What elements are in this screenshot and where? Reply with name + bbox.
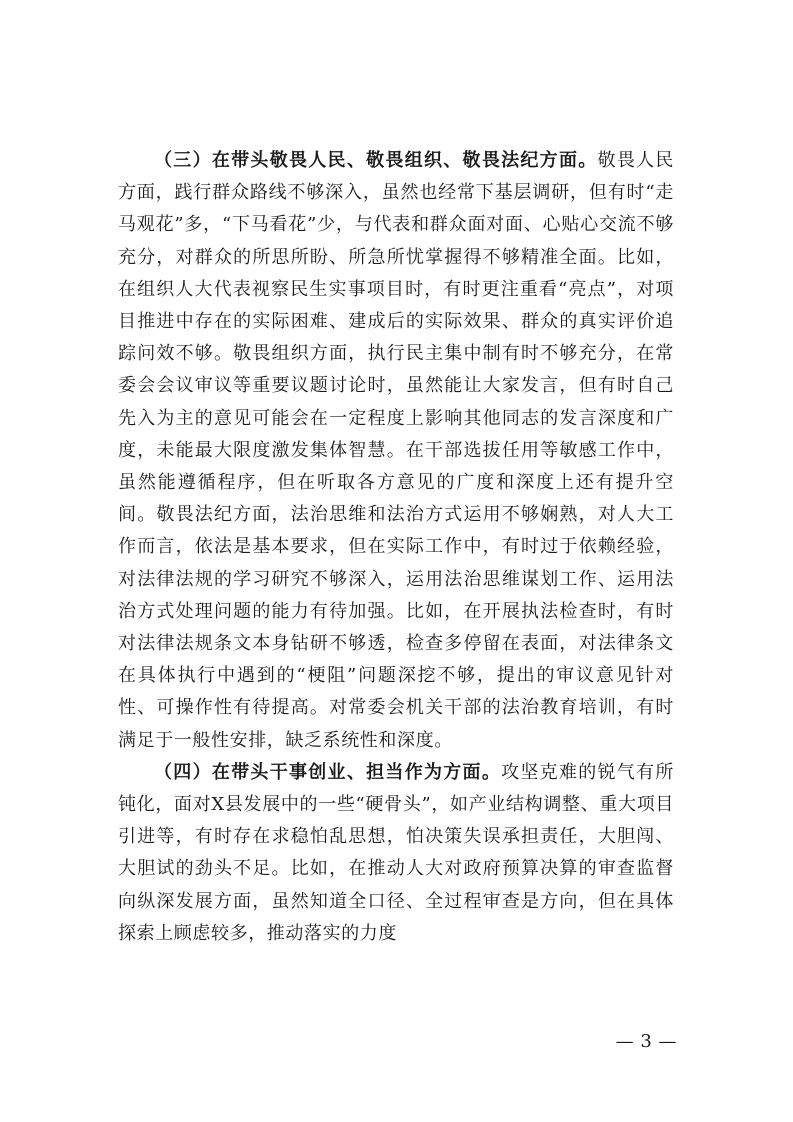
section-3-body: 敬畏人民方面，践行群众路线不够深入，虽然也经常下基层调研，但有时“走马观花”多，“下马看花”少，与代表和群众面对面、心贴心交流不够充分，对群众的所思所盼、所急所忧掌握得不够精准全面。比如，在组织人大代表视察民生实事项目时，有时更注重看“亮点”，对项目推进中存在的实际困难、建成后的实际效果、群众的真实评价追踪问效不够。敬畏组织方面，执行民主集中制有时不够充分，在常委会会议审议等重要议题讨论时，虽然能让大家发言，但有时自己先入为主的意见可能会在一定程度上影响其他同志的发言深度和广度，未能最大限度激发集体智慧。在干部选拔任用等敏感工作中，虽然能遵循程序，但在听取各方意见的广度和深度上还有提升空间。敬畏法纪方面，法治思维和法治方式运用不够娴熟，对人大工作而言，依法是基本要求，但在实际工作中，有时过于依赖经验，对法律法规的学习研究不够深入，运用法治思维谋划工作、运用法治方式处理问题的能力有待加强。比如，在开展执法检查时，有时对法律法规条文本身钻研不够透，检查多停留在表面，对法律条文在具体执行中遇到的“梗阻”问题深挖不够，提出的审议意见针对性、可操作性有待提高。对常委会机关干部的法治教育培训，有时满足于一般性安排，缺乏系统性和深度。: [118, 150, 674, 751]
section-4-heading: （四）在带头干事创业、担当作为方面。: [154, 761, 502, 783]
section-4-body: 攻坚克难的锐气有所钝化，面对X县发展中的一些“硬骨头”，如产业结构调整、重大项目引进等，有时存在求稳怕乱思想，怕决策失误承担责任，大胆闯、大胆试的劲头不足。比如，在推动人大对政府预算决算的审查监督向纵深发展方面，虽然知道全口径、全过程审查是方向，但在具体探索上顾虑较多，推动落实的力度: [118, 761, 674, 944]
page-number: — 3 —: [615, 1031, 677, 1052]
paragraph-section-4: [118, 757, 674, 950]
paragraph-section-3: [118, 145, 674, 757]
document-body: [118, 145, 674, 950]
section-3-heading: （三）在带头敬畏人民、敬畏组织、敬畏法纪方面。: [154, 150, 598, 171]
